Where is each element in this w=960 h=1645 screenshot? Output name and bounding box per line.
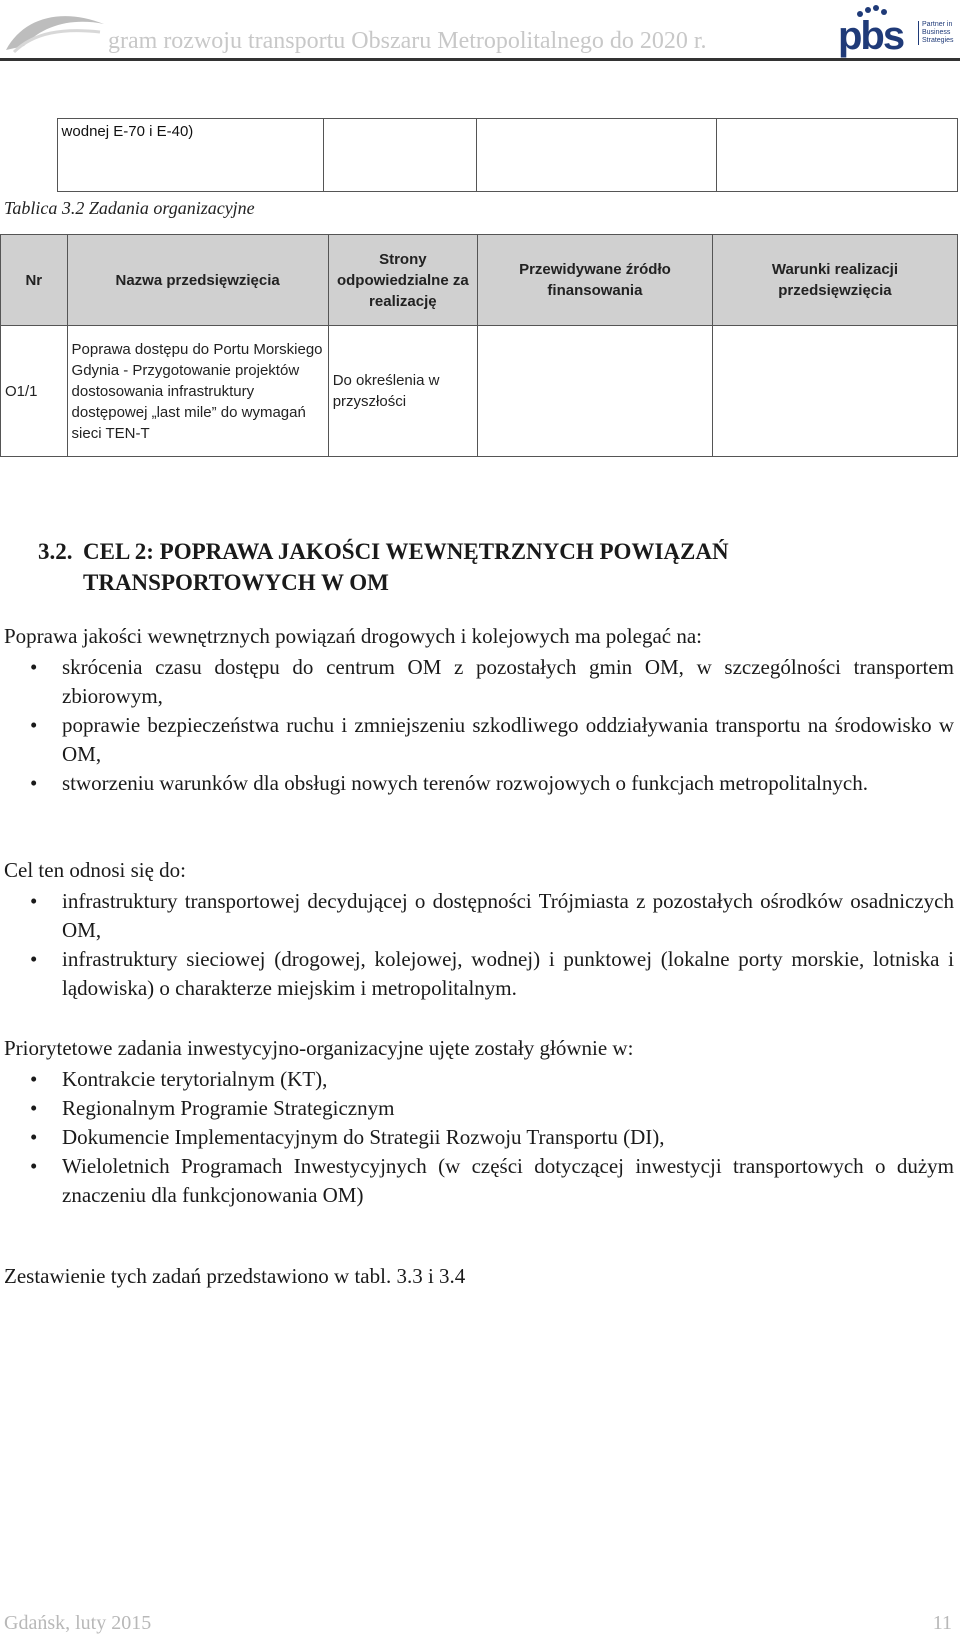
table-cell: [717, 119, 958, 192]
table-cell: [323, 119, 476, 192]
page-header: [0, 0, 960, 64]
column-header: Przewidywane źródło finansowania: [477, 235, 712, 326]
list-item: • Kontrakcie terytorialnym (KT),: [0, 1065, 954, 1094]
table-cell-conditions: [712, 326, 957, 457]
bullet-list: [0, 653, 954, 798]
table-row: [0, 119, 958, 192]
list-item: • infrastruktury sieciowej (drogowej, kolejowej, wodnej) i punktowej (lokalne porty morskie, lotniska i lądowiska) o charakterze miejskim i metropolitalnym.: [0, 945, 954, 1003]
footer-place-date: Gdańsk, luty 2015: [4, 1612, 152, 1634]
section-number: 3.2.: [38, 539, 73, 564]
table-cell: wodnej E-70 i E-40): [57, 119, 323, 192]
bullet-list: [0, 887, 954, 1003]
table-cell-parties: Do określenia w przyszłości: [328, 326, 477, 457]
pbs-logo-text: pbs: [838, 14, 904, 58]
list-item: • stworzeniu warunków dla obsługi nowych terenów rozwojowych o funkcjach metropolitalnych.: [0, 769, 954, 798]
table-cell-nr: O1/1: [1, 326, 68, 457]
column-header: Nr: [1, 235, 68, 326]
table-caption: Tablica 3.2 Zadania organizacyjne: [4, 198, 255, 218]
list-item: • Regionalnym Programie Strategicznym: [0, 1094, 954, 1123]
table-cell: [476, 119, 717, 192]
column-header: Nazwa przedsięwzięcia: [67, 235, 328, 326]
column-header: Strony odpowiedzialne za realizację: [328, 235, 477, 326]
section-heading: [38, 536, 918, 598]
pbs-tagline: Partner in Business Strategies: [918, 21, 960, 45]
paragraph: Cel ten odnosi się do:: [4, 858, 186, 882]
table-cell-name: Poprawa dostępu do Portu Morskiego Gdynia - Przygotowanie projektów dostosowania infrastruktury dostępowej „last mile” do wymagań sieci TEN-T: [67, 326, 328, 457]
section-title-line1: CEL 2: POPRAWA JAKOŚCI WEWNĘTRZNYCH POWIĄZAŃ: [83, 539, 729, 564]
list-item: • infrastruktury transportowej decydującej o dostępności Trójmiasta z pozostałych ośrodków osadniczych OM,: [0, 887, 954, 945]
paragraph: Zestawienie tych zadań przedstawiono w tabl. 3.3 i 3.4: [4, 1264, 466, 1288]
document-title: gram rozwoju transportu Obszaru Metropolitalnego do 2020 r.: [108, 28, 707, 54]
list-item: • Wieloletnich Programach Inwestycyjnych (w części dotyczącej inwestycji transportowych o dużym znaczeniu dla funkcjonowania OM): [0, 1152, 954, 1210]
swoosh-logo-icon: [4, 6, 114, 56]
header-divider: [0, 58, 960, 61]
continued-table: [0, 118, 958, 192]
pbs-logo: [838, 4, 958, 58]
table-header-row: [1, 235, 958, 326]
table-row: [1, 326, 958, 457]
paragraph: Poprawa jakości wewnętrznych powiązań drogowych i kolejowych ma polegać na:: [4, 624, 703, 648]
tasks-table: [0, 234, 958, 457]
table-cell-funding: [477, 326, 712, 457]
paragraph: Priorytetowe zadania inwestycyjno-organizacyjne ujęte zostały głównie w:: [4, 1036, 634, 1060]
page-number: 11: [932, 1612, 952, 1634]
list-item: • skrócenia czasu dostępu do centrum OM z pozostałych gmin OM, w szczególności transportem zbiorowym,: [0, 653, 954, 711]
list-item: • Dokumencie Implementacyjnym do Strategii Rozwoju Transportu (DI),: [0, 1123, 954, 1152]
section-title-line2: TRANSPORTOWYCH W OM: [83, 570, 389, 595]
column-header: Warunki realizacji przedsięwzięcia: [712, 235, 957, 326]
bullet-list: [0, 1065, 954, 1210]
list-item: • poprawie bezpieczeństwa ruchu i zmniejszeniu szkodliwego oddziaływania transportu na środowisko w OM,: [0, 711, 954, 769]
